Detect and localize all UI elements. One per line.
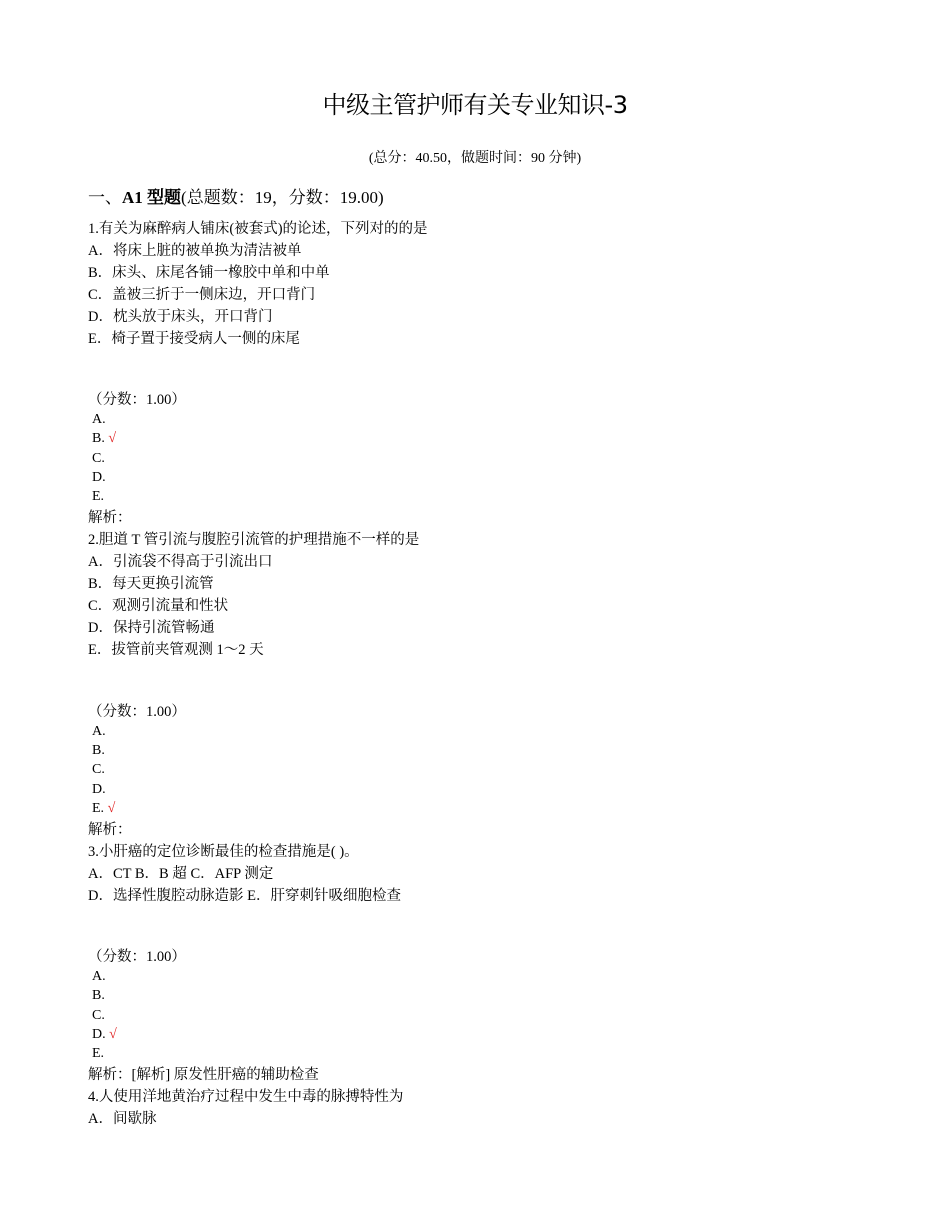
check-mark-icon: √ <box>108 431 117 446</box>
question-score: （分数：1.00） <box>88 704 186 720</box>
answer-choice-correct: B. √ <box>92 431 117 446</box>
question-option: E．椅子置于接受病人一侧的床尾 <box>88 331 300 347</box>
answer-choice: E. <box>92 489 105 504</box>
page-title: 中级主管护师有关专业知识-3 <box>322 91 628 119</box>
question-option: A．将床上脏的被单换为清洁被单 <box>88 243 302 259</box>
answer-choice: A. <box>92 412 106 427</box>
page-subtitle: (总分：40.50，做题时间：90 分钟) <box>368 151 582 166</box>
question-stem: 2.胆道 T 管引流与腹腔引流管的护理措施不一样的是 <box>88 532 420 548</box>
answer-choice: A. <box>92 724 106 739</box>
question-option: B．床头、床尾各铺一橡胶中单和中单 <box>88 265 330 281</box>
question-stem: 4.人使用洋地黄治疗过程中发生中毒的脉搏特性为 <box>88 1089 404 1105</box>
check-mark-icon: √ <box>107 801 116 816</box>
question-option: D．枕头放于床头，开口背门 <box>88 309 273 325</box>
section-prefix: 一、 <box>88 188 122 207</box>
question-analysis: 解析： <box>88 822 132 838</box>
answer-choice: B. <box>92 988 105 1003</box>
question-stem: 1.有关为麻醉病人铺床(被套式)的论述，下列对的的是 <box>88 221 428 237</box>
question-option: A．间歇脉 <box>88 1111 157 1127</box>
question-option: A．引流袋不得高于引流出口 <box>88 554 273 570</box>
answer-choice: C. <box>92 762 105 777</box>
answer-choice: C. <box>92 451 105 466</box>
answer-choice-correct: E. √ <box>92 801 116 816</box>
question-option: D．选择性腹腔动脉造影 E．肝穿刺针吸细胞检查 <box>88 888 401 904</box>
question-stem: 3.小肝癌的定位诊断最佳的检查措施是( )。 <box>88 844 359 860</box>
question-analysis: 解析：[解析] 原发性肝癌的辅助检查 <box>88 1067 319 1083</box>
question-option: E．拔管前夹管观测 1～2 天 <box>88 642 264 658</box>
section-name: A1 型题 <box>122 188 182 207</box>
question-option: C．观测引流量和性状 <box>88 598 229 614</box>
question-analysis: 解析： <box>88 510 132 526</box>
check-mark-icon: √ <box>109 1027 117 1042</box>
answer-choice: D. <box>92 782 106 797</box>
answer-choice: E. <box>92 1046 105 1061</box>
answer-choice-correct: D. √ <box>92 1027 117 1042</box>
question-option: B．每天更换引流管 <box>88 576 214 592</box>
question-option: A．CT B．B 超 C．AFP 测定 <box>88 866 274 882</box>
answer-choice: A. <box>92 969 106 984</box>
section-info: (总题数：19，分数：19.00) <box>181 188 384 207</box>
answer-choice: D. <box>92 470 106 485</box>
question-option: D．保持引流管畅通 <box>88 620 215 636</box>
section-header <box>88 187 384 209</box>
answer-choice: B. <box>92 743 105 758</box>
question-score: （分数：1.00） <box>88 949 186 965</box>
question-option: C．盖被三折于一侧床边，开口背门 <box>88 287 316 303</box>
question-score: （分数：1.00） <box>88 392 186 408</box>
answer-choice: C. <box>92 1008 105 1023</box>
